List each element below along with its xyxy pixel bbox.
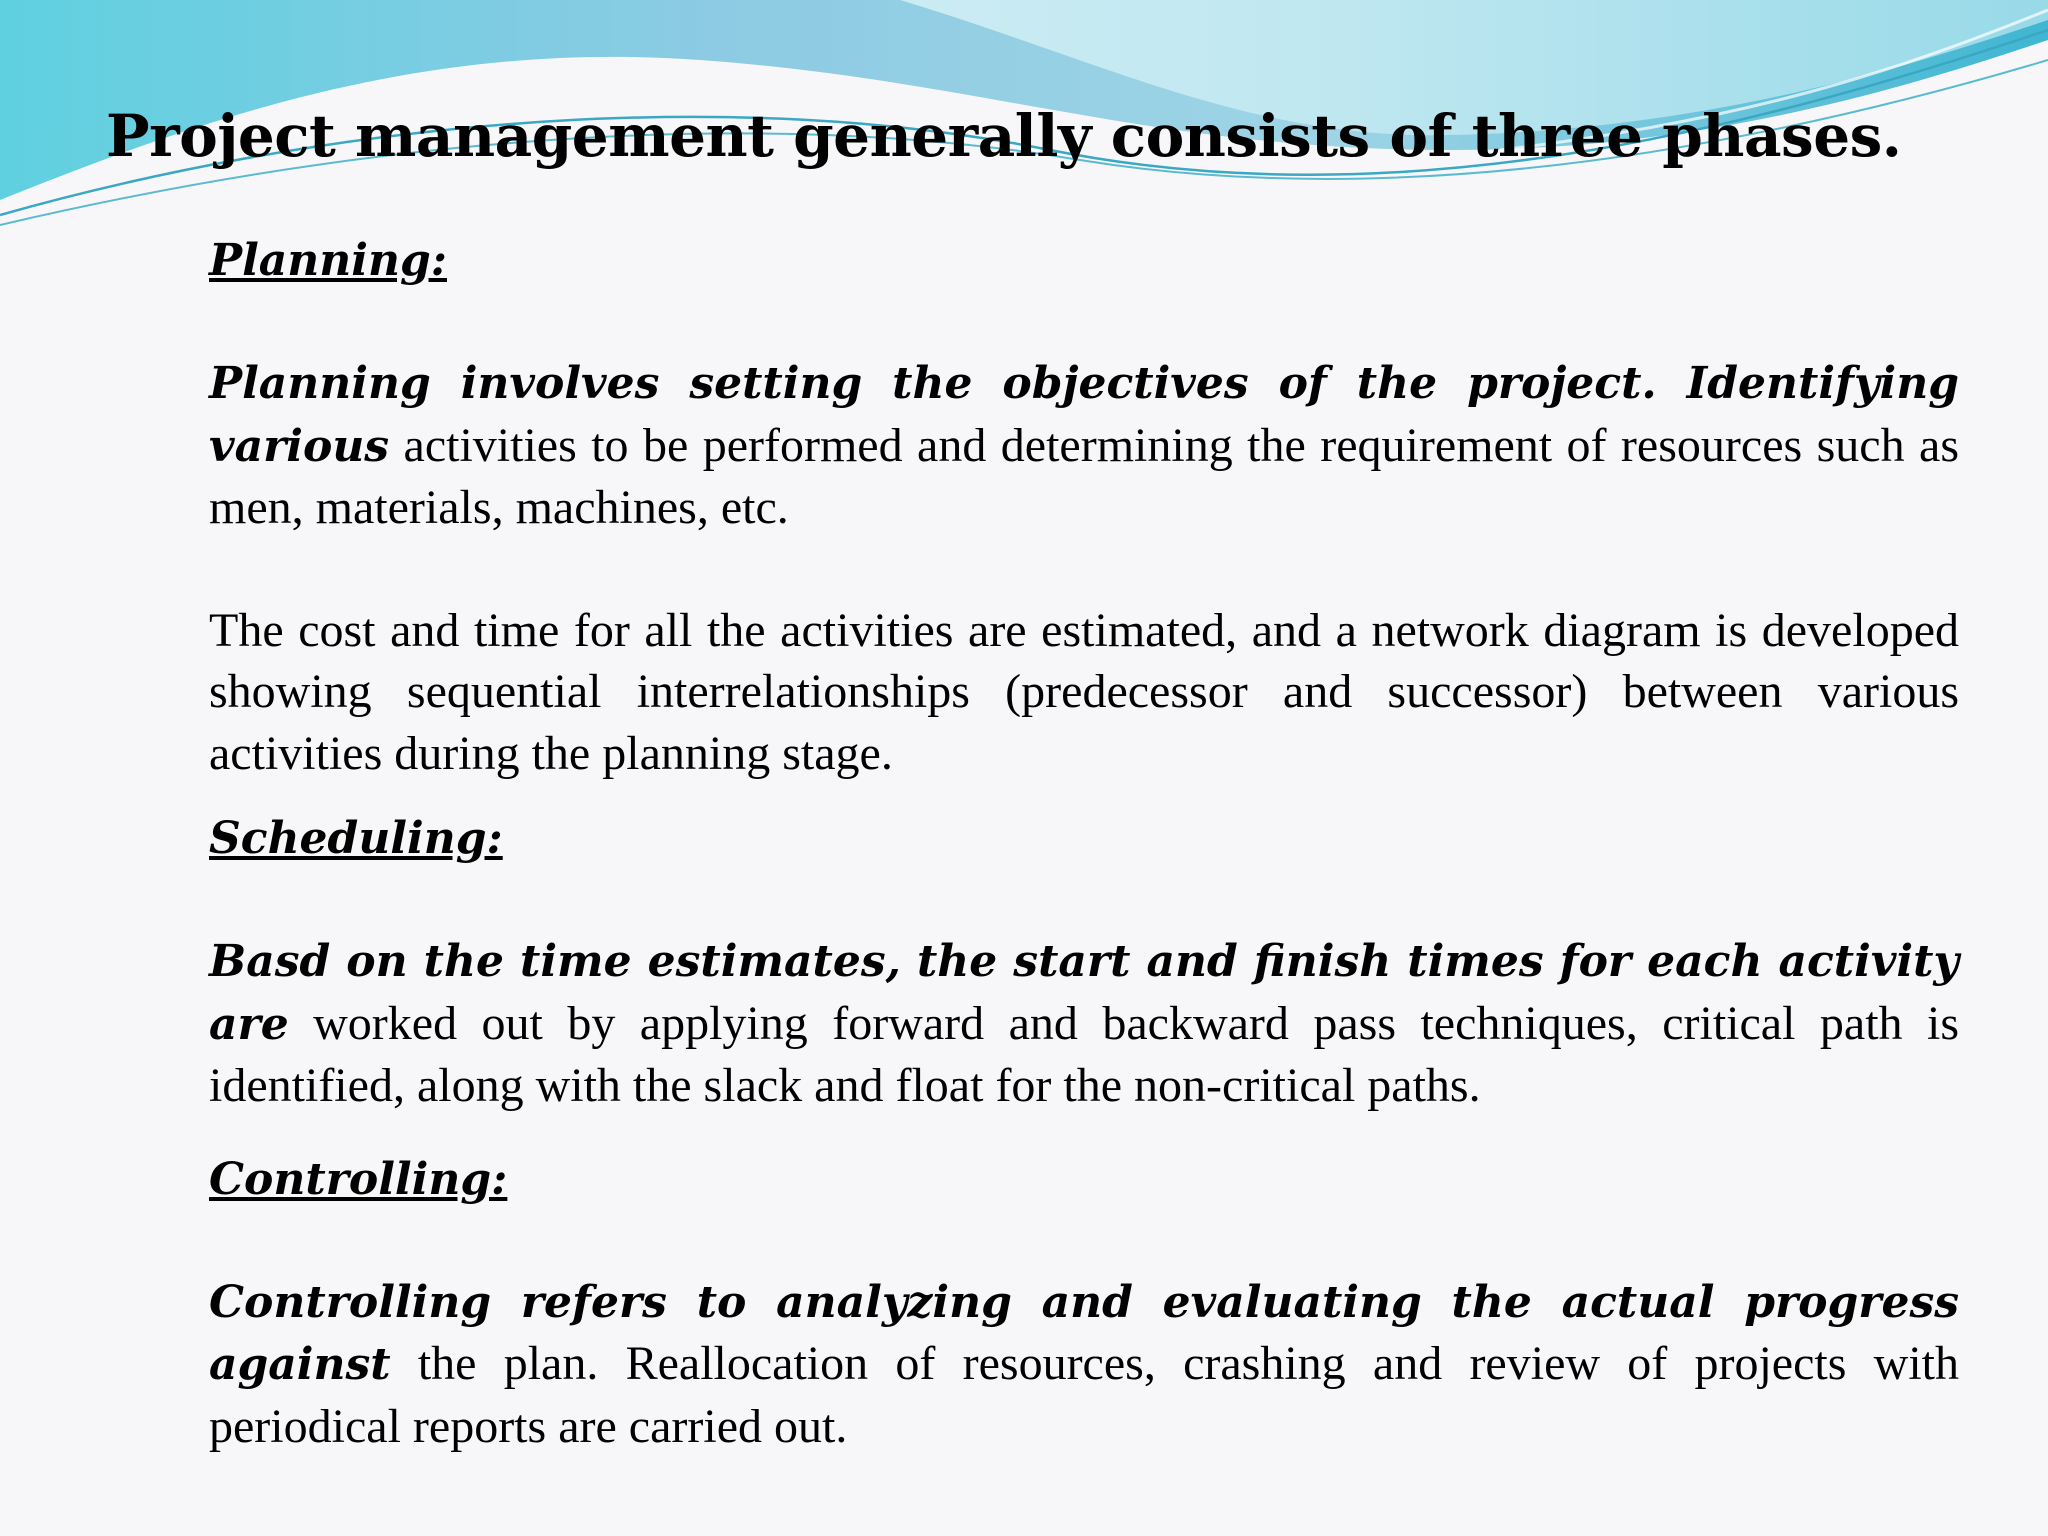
slide-title: Project management generally consists of three phases. <box>106 102 1902 170</box>
scheduling-paragraph-1-rest: worked out by applying forward and backward pass techniques, critical path is identified, along with the slack and float for the non-critical paths. <box>209 996 1959 1112</box>
planning-paragraph-2: The cost and time for all the activities are estimated, and a network diagram is developed showing sequential interrelationships (predecessor and successor) between various activities during the planning stage. <box>209 603 1959 780</box>
controlling-paragraph-1-lead: Controlling refers to analyzing and evaluating the actual progress against <box>209 1276 1959 1390</box>
planning-paragraph-1-rest: activities to be performed and determining the requirement of resources such as men, materials, machines, etc. <box>209 418 1959 534</box>
controlling-paragraph-1-rest: the plan. Reallocation of resources, crashing and review of projects with periodical reports are carried out. <box>209 1337 1959 1453</box>
section-heading-controlling: Controlling: <box>209 1153 508 1205</box>
section-heading-scheduling: Scheduling: <box>209 813 503 864</box>
scheduling-paragraph-1-lead: Basd on the time estimates, the start and finish times for each activity are <box>209 936 1959 1050</box>
slide-body <box>209 230 1959 1457</box>
planning-paragraph-1 <box>209 352 1959 539</box>
section-heading-planning: Planning: <box>209 235 448 286</box>
scheduling-paragraph-1 <box>209 930 1959 1117</box>
controlling-paragraph-1 <box>209 1271 1959 1458</box>
planning-paragraph-1-lead: Planning involves setting the objectives of the project. Identifying various <box>209 358 1959 472</box>
